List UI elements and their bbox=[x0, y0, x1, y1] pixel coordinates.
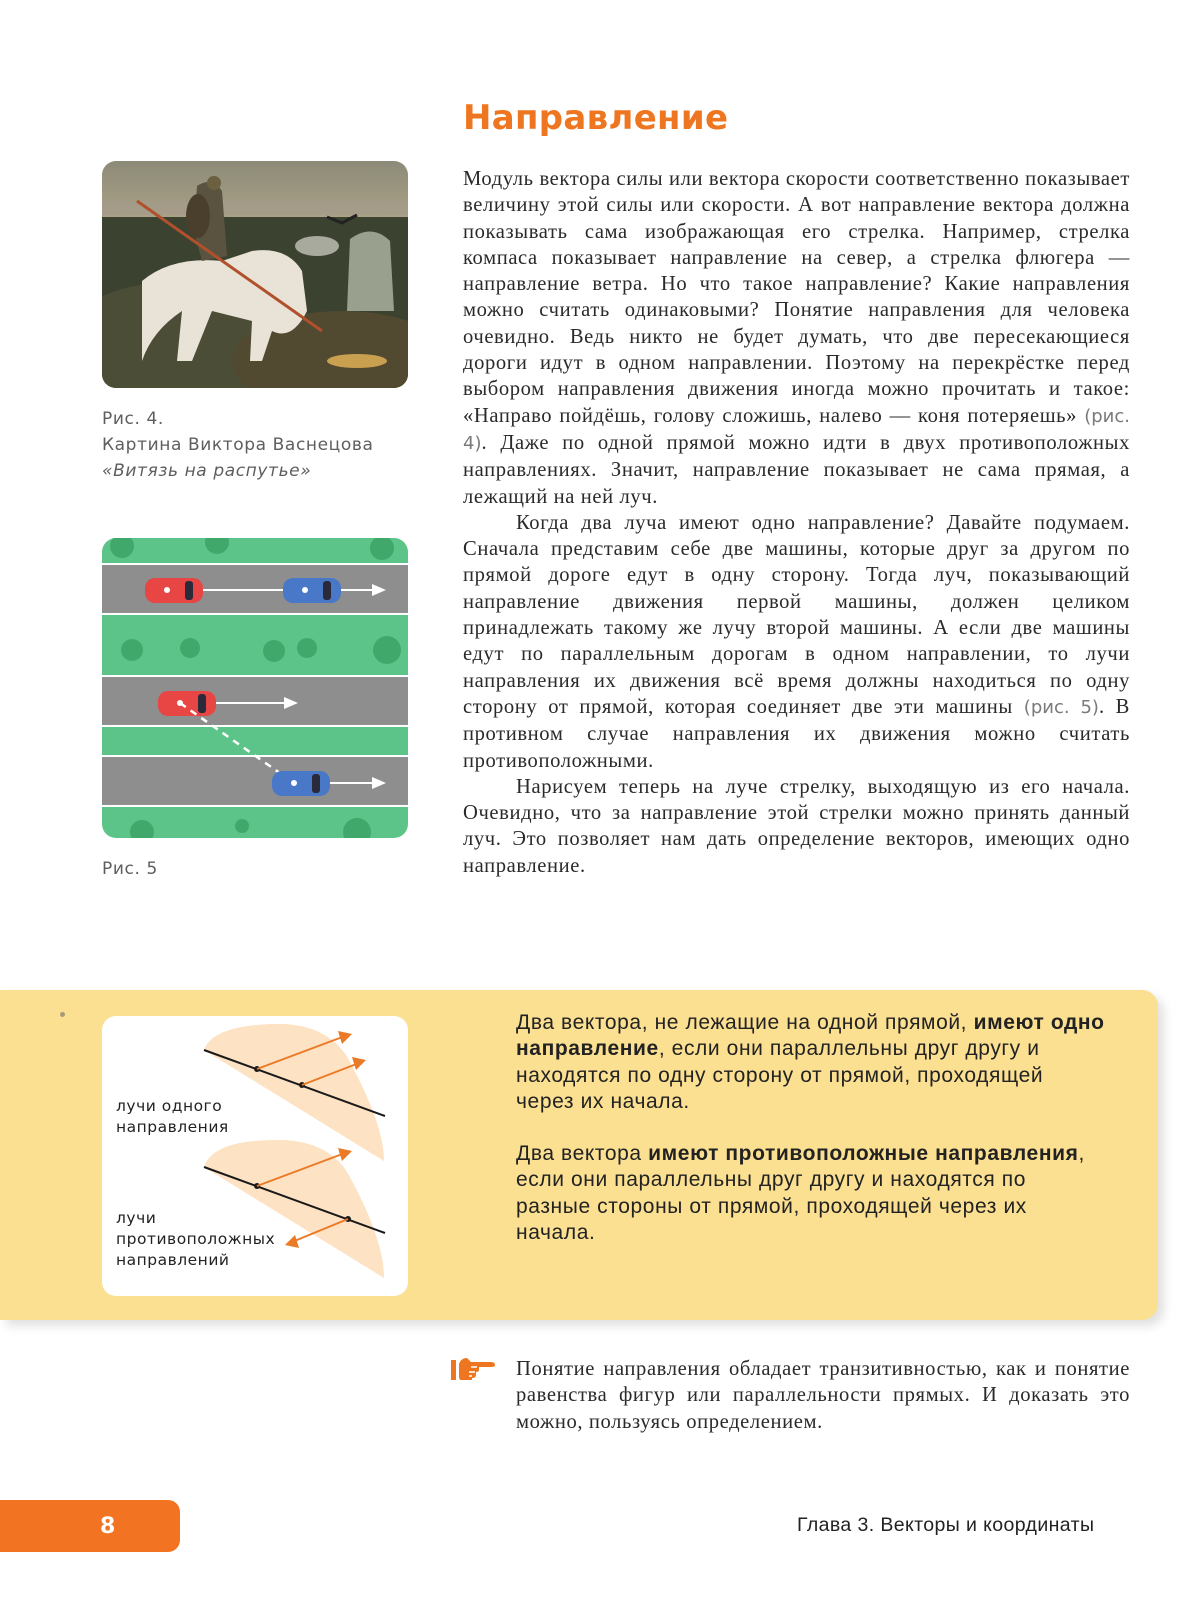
paragraph-1: Модуль вектора силы или вектора скорости соответственно показывает величину этой силы или скорости. А вот направление вектора должна показывать сама изображающая его стрелка. Например, стрелка компаса показывает направление на север, а стрелка флюгера — направление ветра. Но что такое направление? Какие направления можно считать одинаковыми? Понятие направления для человека очевидно. Ведь никто не будет думать, что две пересекающиеся дороги идут в одном направлении. Поэтому на перекрёстке перед выбором направления движения иногда можно прочитать и такое: «Направо пойдёшь, голову сложишь, налево — коня потеряешь» (рис. 4). Даже по одной прямой можно идти в двух противоположных направлениях. Значит, направление показывает не сама прямая, а лежащий на ней луч. bbox=[463, 168, 1130, 508]
pointing-hand-icon bbox=[451, 1356, 497, 1382]
figure-4-painting bbox=[102, 161, 408, 388]
figure-5-roads bbox=[102, 538, 408, 838]
body-text bbox=[463, 166, 1130, 879]
running-head: Глава 3. Векторы и координаты bbox=[797, 1514, 1095, 1536]
decorative-dot bbox=[60, 1012, 65, 1017]
figure-5-caption: Рис. 5 bbox=[102, 859, 158, 879]
paragraph-2: Когда два луча имеют одно направление? Давайте подумаем. Сначала представим себе две машины, которые друг за другом по прямой дороге едут в одну сторону. Тогда луч, показывающий направление движения первой машины, должен целиком принадлежать такому же лучу второй машины. А если две машины едут по параллельным дорогам в одном направлении, то лучи направления их движения всё время должны находиться по одну сторону от прямой, которая соединяет две эти машины (рис. 5). В противном случае направления их движения можно считать противоположными. bbox=[463, 511, 1130, 772]
note-text: Понятие направления обладает транзитивностью, как и понятие равенства фигур или параллельности прямых. И доказать это можно, пользуясь определением. bbox=[516, 1358, 1130, 1433]
label-opposite-directions: лучи противоположных направлений bbox=[116, 1209, 276, 1269]
paragraph-3: Нарисуем теперь на луче стрелку, выходящую из его начала. Очевидно, что за направление этой стрелки можно принять данный луч. Это позволяет нам дать определение векторов, имеющих одно направление. bbox=[463, 775, 1130, 877]
figure-4-caption-title: «Витязь на распутье» bbox=[102, 461, 312, 481]
label-same-direction: лучи одного направления bbox=[116, 1097, 229, 1136]
definition-opposite-directions: Два вектора имеют противоположные направления, если они параллельны друг другу и находятся по разные стороны от прямой, проходящей через их начала. bbox=[516, 1142, 1085, 1245]
page-number: 8 bbox=[100, 1513, 116, 1539]
figure-4-label: Рис. 4. bbox=[102, 409, 164, 429]
figure-4-reference[interactable]: (рис. 4) bbox=[463, 405, 1130, 454]
page-number-badge bbox=[0, 1500, 180, 1552]
figure-4-caption-line: Картина Виктора Васнецова bbox=[102, 435, 374, 455]
figure-4-caption bbox=[102, 406, 373, 484]
roads-diagram bbox=[102, 538, 408, 838]
definition-diagram-card bbox=[102, 1016, 408, 1296]
definition-text bbox=[516, 1010, 1106, 1272]
knight-painting-image bbox=[102, 161, 408, 388]
definition-same-direction: Два вектора, не лежащие на одной прямой, имеют одно направление, если они параллельны друг другу и находятся по одну сторону от прямой, проходящей через их начала. bbox=[516, 1011, 1105, 1113]
figure-5-reference[interactable]: (рис. 5) bbox=[1023, 696, 1099, 718]
section-title: Направление bbox=[463, 98, 729, 138]
